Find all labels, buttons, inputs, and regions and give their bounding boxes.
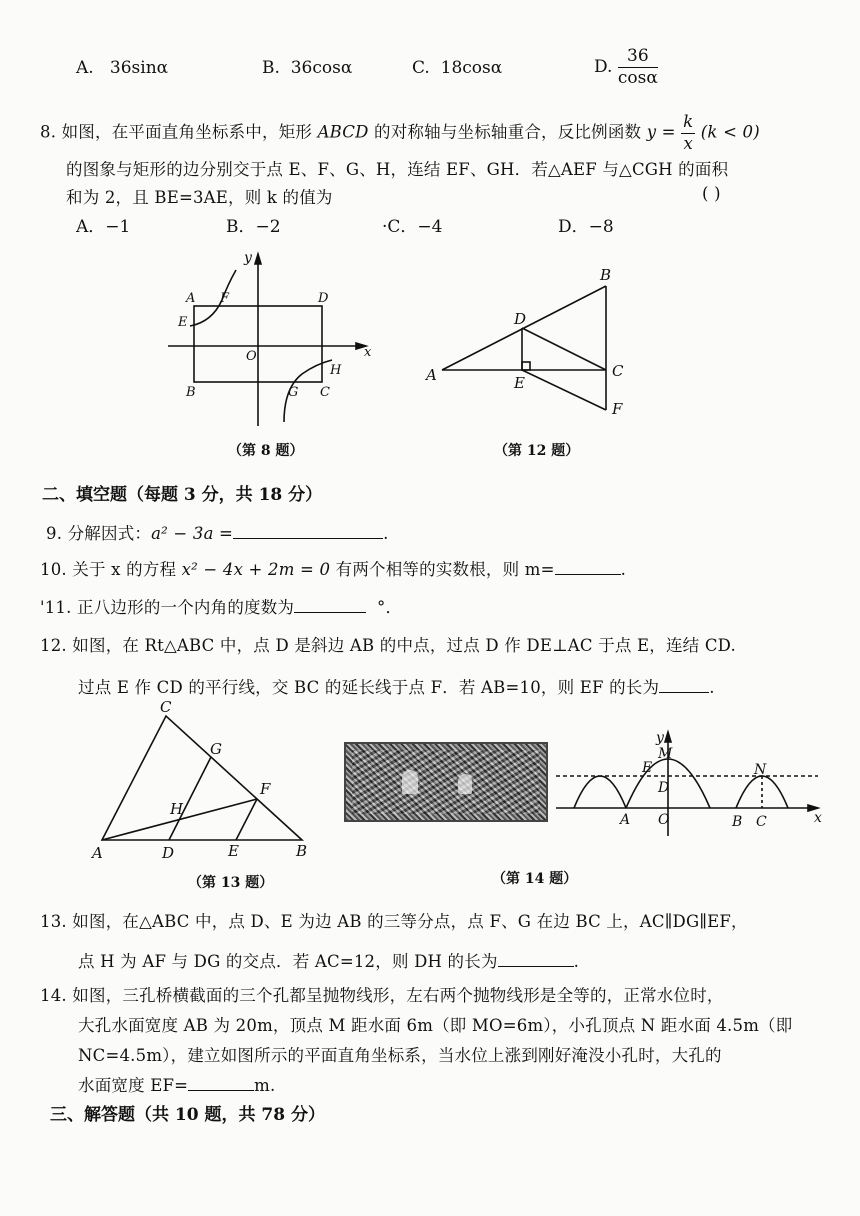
q8-line1: 8. 如图，在平面直角坐标系中，矩形 ABCD 的对称轴与坐标轴重合，反比例函数 y = $\frac{k}{x}$ (k < 0) <box>40 112 760 153</box>
fig14-caption: （第 14 题） <box>492 871 578 887</box>
q11-answer-blank[interactable] <box>294 598 366 613</box>
q13-line1: 13. 如图，在△ABC 中，点 D、E 为边 AB 的三等分点，点 F、G 在边 BC 上，AC∥DG∥EF， <box>40 912 748 931</box>
fig13-label-g: G <box>210 740 222 758</box>
q13-line2: 点 H 为 AF 与 DG 的交点．若 AC=12，则 DH 的长为 . <box>78 952 580 971</box>
fig14-label-b: B <box>732 814 743 830</box>
q10-answer-blank[interactable] <box>555 560 621 575</box>
fig13-label-a: A <box>92 844 103 862</box>
q14-line1: 14. 如图，三孔桥横截面的三个孔都呈抛物线形，左右两个抛物线形是全等的，正常水位时， <box>40 986 724 1005</box>
fig12-caption: （第 12 题） <box>494 443 580 459</box>
q8-option-c: ·C．−4 <box>382 217 443 237</box>
figure-8 <box>160 248 380 428</box>
q8-answer-bracket: ( ) <box>702 184 721 203</box>
q10: 10. 关于 x 的方程 x² − 4x + 2m = 0 有两个相等的实数根，则 m= . <box>40 560 627 579</box>
q8-line2: 的图象与矩形的边分别交于点 E、F、G、H，连结 EF、GH．若△AEF 与△CGH 的面积 <box>66 160 729 179</box>
fig12-label-a: A <box>426 366 437 384</box>
fig8-label-y: y <box>244 250 252 266</box>
q8-function-fraction: $\frac{k}{x}$ <box>683 112 694 153</box>
fig14-label-e: E <box>642 760 653 776</box>
q9-answer-blank[interactable] <box>233 524 383 539</box>
fig14-label-x: x <box>814 810 822 826</box>
fig13-label-f: F <box>260 780 271 798</box>
q7-option-d-fraction: $\frac{36}{\cos\alpha}$ <box>617 46 658 88</box>
bridge-photo <box>344 742 548 822</box>
fig8-label-g: G <box>288 385 299 400</box>
fig13-label-b: B <box>296 842 308 860</box>
fig8-label-o: O <box>246 349 257 364</box>
section-2-heading: 二、填空题（每题 3 分，共 18 分） <box>42 485 323 505</box>
q7-option-c: C. 18cosα <box>412 58 503 78</box>
q8-option-a: A．−1 <box>76 217 131 237</box>
fig8-label-c: C <box>320 385 330 400</box>
fig14-label-d: D <box>658 780 670 796</box>
fig8-label-a: A <box>186 291 196 306</box>
figure-14 <box>556 728 826 838</box>
fig12-label-e: E <box>514 374 525 392</box>
q13-answer-blank[interactable] <box>498 952 574 967</box>
fig14-label-m: M <box>658 746 673 762</box>
q8-line3: 和为 2，且 BE=3AE，则 k 的值为 <box>66 188 333 207</box>
q7-option-a: A. 36sinα <box>76 58 169 78</box>
fig12-label-c: C <box>612 362 624 380</box>
fig12-label-b: B <box>600 266 612 284</box>
q14-line2: 大孔水面宽度 AB 为 20m，顶点 M 距水面 6m（即 MO=6m），小孔顶点 N 距水面 4.5m（即 <box>78 1016 793 1035</box>
fig13-label-c: C <box>160 698 172 716</box>
q12-line1: 12. 如图，在 Rt△ABC 中，点 D 是斜边 AB 的中点，过点 D 作 DE⊥AC 于点 E，连结 CD. <box>40 636 736 655</box>
fig14-label-a: A <box>620 812 631 828</box>
q14-line3: NC=4.5m），建立如图所示的平面直角坐标系，当水位上涨到刚好淹没小孔时，大孔的 <box>78 1046 722 1065</box>
fig14-label-c: C <box>756 814 767 830</box>
fig14-label-n: N <box>754 762 767 778</box>
fig12-label-d: D <box>514 310 527 328</box>
q8-option-b: B．−2 <box>226 217 281 237</box>
fig13-label-e: E <box>228 842 239 860</box>
fig8-label-d: D <box>318 291 329 306</box>
figure-12 <box>424 262 634 422</box>
q12-line2: 过点 E 作 CD 的平行线，交 BC 的延长线于点 F．若 AB=10，则 EF 的长为 . <box>78 678 715 697</box>
fig14-label-o: O <box>658 812 670 828</box>
fig13-caption: （第 13 题） <box>188 875 274 891</box>
fig13-label-d: D <box>162 844 175 862</box>
fig12-label-f: F <box>612 400 623 418</box>
fig13-label-h: H <box>170 800 184 818</box>
fig8-label-x: x <box>364 345 372 360</box>
fig8-label-b: B <box>186 385 196 400</box>
q8-option-d: D．−8 <box>558 217 614 237</box>
section-3-heading: 三、解答题（共 10 题，共 78 分） <box>50 1105 325 1125</box>
figure-13 <box>90 696 320 866</box>
q14-line4: 水面宽度 EF= m. <box>78 1076 276 1095</box>
q14-answer-blank[interactable] <box>188 1076 254 1091</box>
fig8-label-f: F <box>220 291 230 306</box>
q7-option-b: B. 36cosα <box>262 58 353 78</box>
fig14-label-y: y <box>656 730 664 746</box>
q9: 9. 分解因式：a² − 3a = . <box>46 524 389 543</box>
fig8-caption: （第 8 题） <box>228 443 304 459</box>
fig8-label-e: E <box>178 315 188 330</box>
q12-answer-blank[interactable] <box>659 678 709 693</box>
q7-option-d: D. $\frac{36}{\cos\alpha}$ <box>594 46 658 88</box>
q11: '11. 正八边形的一个内角的度数为 °． <box>40 598 403 617</box>
fig8-label-h: H <box>330 363 342 378</box>
